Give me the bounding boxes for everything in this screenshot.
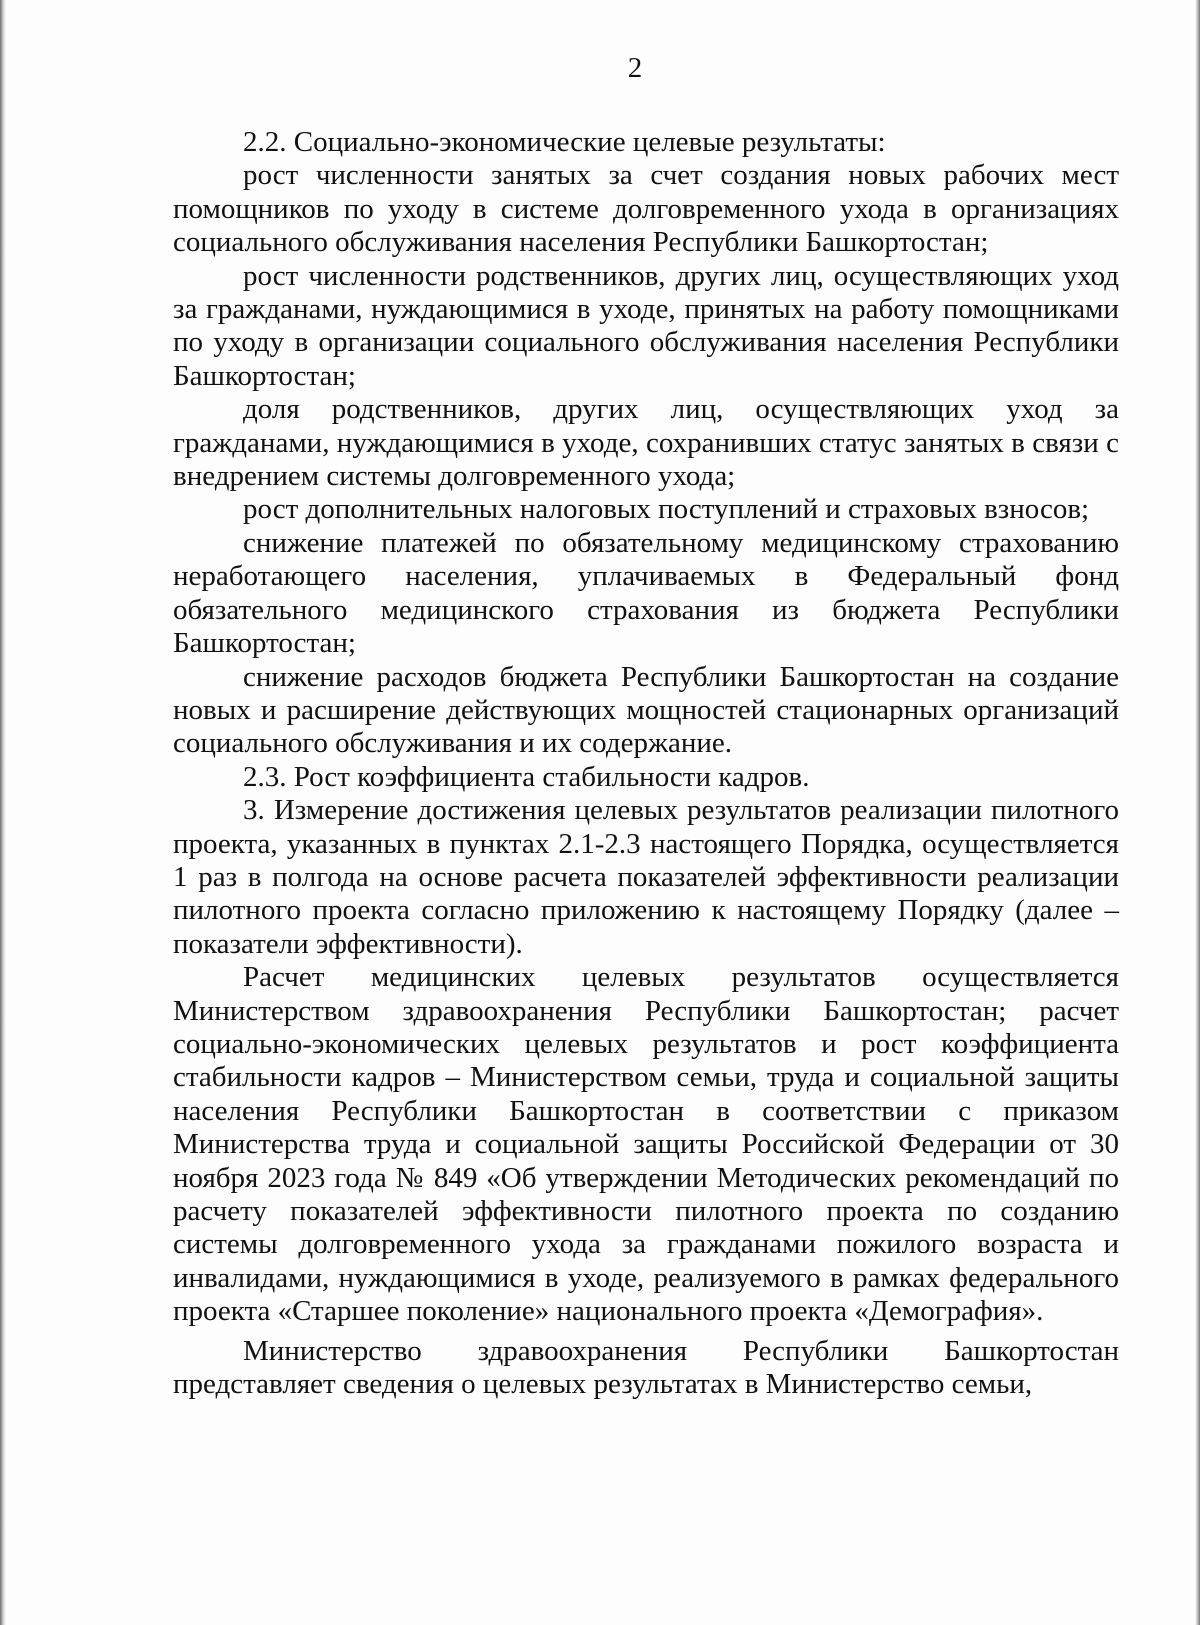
paragraph-tax-revenue: рост дополнительных налоговых поступлений и страховых взносов;	[243, 493, 1090, 526]
scan-edge-right	[1195, 0, 1200, 1625]
paragraph-employment-growth: рост численности занятых за счет создания новых рабочих мест помощников по уходу в системе долговременного ухода в организациях социального обслуживания населения Республики Башкортостан;	[173, 159, 1119, 259]
document-body	[173, 126, 1119, 1401]
paragraph-insurance-payments: снижение платежей по обязательному медицинскому страхованию неработающего населения, уплачиваемых в Федеральный фонд обязательного медицинского страхования из бюджета Республики Башкортостан;	[173, 526, 1119, 660]
paragraph-ministry-reports: Министерство здравоохранения Республики Башкортостан представляет сведения о целевых результатах в Министерство семьи,	[173, 1334, 1119, 1401]
paragraph-calculation: Расчет медицинских целевых результатов осуществляется Министерством здравоохранения Республики Башкортостан; расчет социально-экономических целевых результатов и рост коэффициента стабильности кадров – Министерством семьи, труда и социальной защиты населения Республики Башкортостан в соответствии с приказом Министерства труда и социальной защиты Российской Федерации от 30 ноября 2023 года № 849 «Об утверждении Методических рекомендаций по расчету показателей эффективности пилотного проекта по созданию системы долговременного ухода за гражданами пожилого возраста и инвалидами, нуждающимися в уходе, реализуемого в рамках федерального проекта «Старшее поколение» национального проекта «Демография».	[173, 961, 1119, 1328]
paragraph-3-measurement: 3. Измерение достижения целевых результатов реализации пилотного проекта, указанных в пунктах 2.1-2.3 настоящего Порядка, осуществляется 1 раз в полгода на основе расчета показателей эффективности реализации пилотного проекта согласно приложению к настоящему Порядку (далее – показатели эффективности).	[173, 794, 1119, 960]
paragraph-2-3: 2.3. Рост коэффициента стабильности кадров.	[243, 760, 810, 793]
page-number: 2	[627, 52, 643, 84]
paragraph-relatives-share: доля родственников, других лиц, осуществляющих уход за гражданами, нуждающимися в уходе, сохранивших статус занятых в связи с внедрением системы долговременного ухода;	[173, 393, 1119, 493]
paragraph-2-2-heading: 2.2. Социально-экономические целевые результаты:	[243, 126, 886, 158]
paragraph-relatives-hired: рост численности родственников, других лиц, осуществляющих уход за гражданами, нуждающимися в уходе, принятых на работу помощниками по уходу в организации социального обслуживания населения Республики Башкортостан;	[173, 259, 1119, 392]
paragraph-budget-expenses: снижение расходов бюджета Республики Башкортостан на создание новых и расширение действующих мощностей стационарных организаций социального обслуживания и их содержание.	[173, 660, 1119, 760]
scan-edge-left	[0, 0, 6, 1625]
